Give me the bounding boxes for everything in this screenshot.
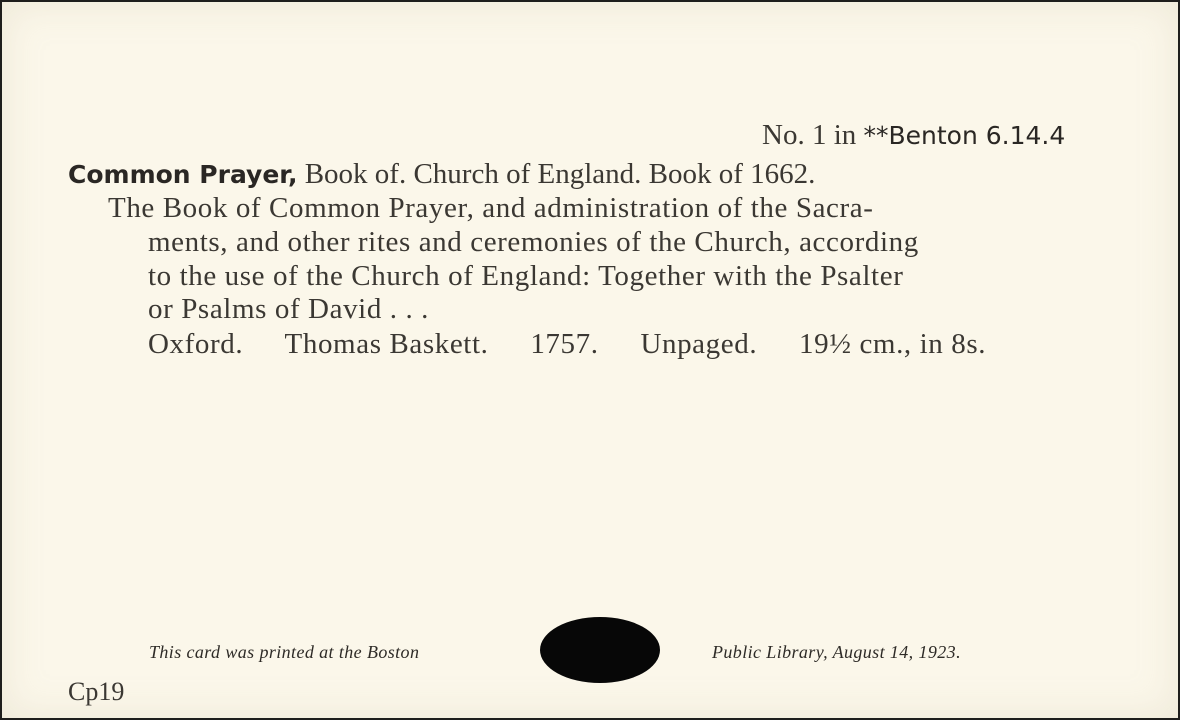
title-line-1: The Book of Common Prayer, and administration of the Sacra- [108,192,874,224]
title-line-4: or Psalms of David . . . [148,293,430,325]
call-number-shelf: **Benton 6.14.4 [863,121,1066,150]
footer-printed-note-left: This card was printed at the Boston [149,642,420,662]
imprint-pagination: Unpaged. [640,328,758,360]
main-heading [68,157,815,192]
title-line-3: to the use of the Church of England: Together with the Psalter [148,260,904,292]
card-number: Cp19 [68,677,125,706]
imprint-line [148,327,986,361]
title-line-2: ments, and other rites and ceremonies of the Church, according [148,226,919,258]
footer-printed-note-right: Public Library, August 14, 1923. [712,642,961,662]
imprint-place: Oxford. [148,328,244,360]
call-number-prefix: No. 1 in [762,119,864,151]
imprint-size: 19½ cm., in 8s. [799,328,987,360]
heading-rest: Book of. Church of England. Book of 1662. [297,158,816,190]
heading-entry: Common Prayer, [68,160,298,189]
imprint-year: 1757. [530,328,599,360]
call-number [762,118,1065,153]
redaction-blot [540,617,660,683]
imprint-publisher: Thomas Baskett. [284,328,489,360]
